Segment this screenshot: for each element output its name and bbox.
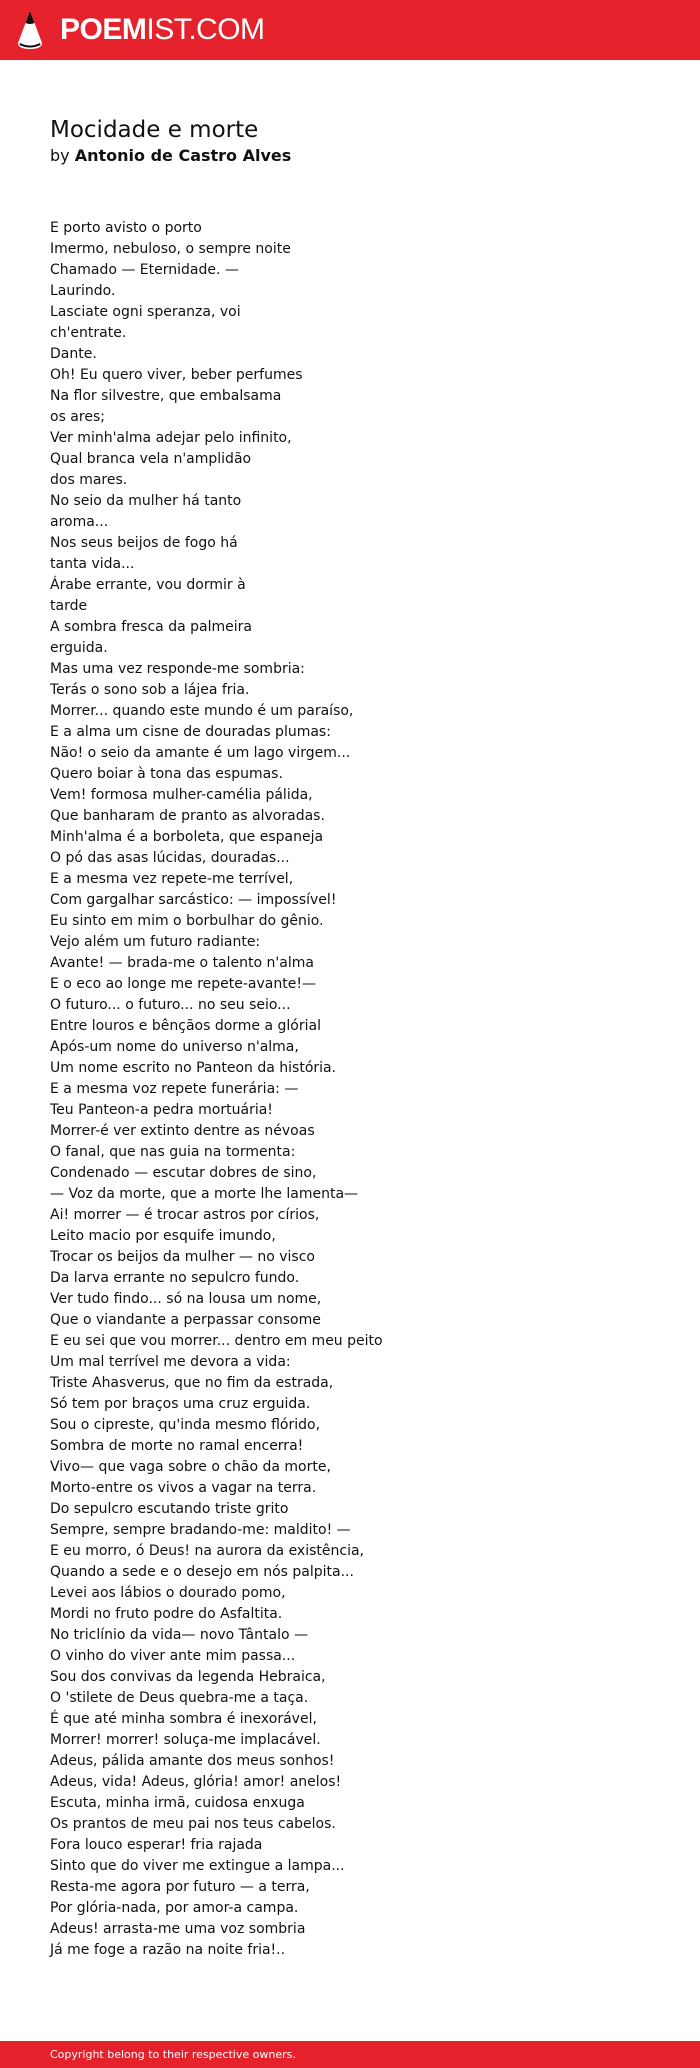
byline-label: by [50, 146, 70, 165]
poem-line: É que até minha sombra é inexorável, [50, 1711, 317, 1727]
poem-line: O 'stilete de Deus quebra-me a taça. [50, 1690, 309, 1706]
poem-line: O pó das asas lúcidas, douradas... [50, 850, 290, 866]
poem-line: Resta-me agora por futuro — a terra, [50, 1879, 310, 1895]
poem-line: Levei aos lábios o dourado pomo, [50, 1585, 286, 1601]
poem-line: Quando a sede e o desejo em nós palpita... [50, 1564, 354, 1580]
poem-line: Os prantos de meu pai nos teus cabelos. [50, 1816, 336, 1832]
poem-line: Fora louco esperar! fria rajada [50, 1837, 263, 1853]
poem-line: Teu Panteon-a pedra mortuária! [50, 1102, 273, 1118]
poem-line: E o eco ao longe me repete-avante!— [50, 976, 316, 992]
poem-line: Que banharam de pranto as alvoradas. [50, 808, 325, 824]
poem-line: Avante! — brada-me o talento n'alma [50, 955, 314, 971]
poem-line: Não! o seio da amante é um lago virgem... [50, 745, 351, 761]
poem-line: Vivo— que vaga sobre o chão da morte, [50, 1459, 331, 1475]
poem-heading [50, 115, 650, 167]
poem-line: Um mal terrível me devora a vida: [50, 1354, 291, 1370]
poem-line: Eu sinto em mim o borbulhar do gênio. [50, 913, 324, 929]
poem-line: Oh! Eu quero viver, beber perfumes [50, 367, 303, 383]
poem-line: O futuro... o futuro... no seu seio... [50, 997, 291, 1013]
poem-line: Sinto que do viver me extingue a lampa... [50, 1858, 345, 1874]
poem-line: No triclínio da vida— novo Tântalo — [50, 1627, 308, 1643]
poem-line: dos mares. [50, 472, 128, 488]
site-logo-text [60, 10, 265, 50]
logo-text-light: IST.COM [146, 13, 265, 46]
poem-line: A sombra fresca da palmeira [50, 619, 252, 635]
poem-line: E eu sei que vou morrer... dentro em meu peito [50, 1333, 383, 1349]
poem-line: Adeus! arrasta-me uma voz sombria [50, 1921, 306, 1937]
poem-line: Terás o sono sob a lájea fria. [50, 682, 250, 698]
poem-line: Escuta, minha irmã, cuidosa enxuga [50, 1795, 305, 1811]
poem-line: Nos seus beijos de fogo há [50, 535, 238, 551]
poem-line: E a mesma vez repete-me terrível, [50, 871, 294, 887]
poem-line: Por glória-nada, por amor-a campa. [50, 1900, 299, 1916]
poem-line: Chamado — Eternidade. — [50, 262, 239, 278]
poem-line: Árabe errante, vou dormir à [50, 577, 246, 593]
logo-text-bold: POEM [60, 13, 147, 46]
poem-line: Adeus, vida! Adeus, glória! amor! anelos! [50, 1774, 342, 1790]
poem-byline [50, 145, 650, 167]
poem-line: Imermo, nebuloso, o sempre noite [50, 241, 291, 257]
poem-line: O fanal, que nas guia na tormenta: [50, 1144, 296, 1160]
site-footer [0, 2041, 700, 2068]
poem-line: Após-um nome do universo n'alma, [50, 1039, 299, 1055]
poem-line: Dante. [50, 346, 97, 362]
poem-line: Ver minh'alma adejar pelo infinito, [50, 430, 292, 446]
poem-line: Que o viandante a perpassar consome [50, 1312, 321, 1328]
poem-line: Mas uma vez responde-me sombria: [50, 661, 305, 677]
poem-line: Trocar os beijos da mulher — no visco [50, 1249, 315, 1265]
poem-line: Do sepulcro escutando triste grito [50, 1501, 289, 1517]
poem-line: E eu morro, ó Deus! na aurora da existência, [50, 1543, 364, 1559]
poem-line: Minh'alma é a borboleta, que espaneja [50, 829, 324, 845]
poem-line: ch'entrate. [50, 325, 127, 341]
poem-line: Com gargalhar sarcástico: — impossível! [50, 892, 337, 908]
poem-line: Vejo além um futuro radiante: [50, 934, 261, 950]
poem-line: Morrer... quando este mundo é um paraíso, [50, 703, 354, 719]
poem-line: E porto avisto o porto [50, 220, 202, 236]
poem-line: Sou o cipreste, qu'inda mesmo flórido, [50, 1417, 321, 1433]
site-header [0, 0, 700, 60]
poem-line: Leito macio por esquife imundo, [50, 1228, 276, 1244]
poem-line: aroma... [50, 514, 109, 530]
poem-line: erguida. [50, 640, 108, 656]
poem-line: Só tem por braços uma cruz erguida. [50, 1396, 311, 1412]
poem-line: tarde [50, 598, 88, 614]
poem-line: — Voz da morte, que a morte lhe lamenta— [50, 1186, 359, 1202]
poem-line: Entre louros e bênçãos dorme a glórial [50, 1018, 321, 1034]
poem-line: Quero boiar à tona das espumas. [50, 766, 283, 782]
poem-line: tanta vida... [50, 556, 135, 572]
poem-line: Vem! formosa mulher-camélia pálida, [50, 787, 313, 803]
poem-line: Da larva errante no sepulcro fundo. [50, 1270, 300, 1286]
poem-line: Sou dos convivas da legenda Hebraica, [50, 1669, 326, 1685]
poem-line: os ares; [50, 409, 105, 425]
poem-line: O vinho do viver ante mim passa... [50, 1648, 296, 1664]
poem-line: Na flor silvestre, que embalsama [50, 388, 282, 404]
poem-title: Mocidade e morte [50, 117, 259, 143]
poem-line: Um nome escrito no Panteon da história. [50, 1060, 337, 1076]
poem-line: Condenado — escutar dobres de sino, [50, 1165, 317, 1181]
poem-line: No seio da mulher há tanto [50, 493, 242, 509]
poem-line: Triste Ahasverus, que no fim da estrada, [50, 1375, 334, 1391]
footer-copyright: Copyright belong to their respective owners. [50, 2048, 296, 2061]
poem-author[interactable]: Antonio de Castro Alves [74, 146, 292, 165]
poem-line: Laurindo. [50, 283, 116, 299]
poem-line: Adeus, pálida amante dos meus sonhos! [50, 1753, 335, 1769]
poem-line: Ver tudo findo... só na lousa um nome, [50, 1291, 322, 1307]
poem-line: Morrer-é ver extinto dentre as névoas [50, 1123, 315, 1139]
poem-line: E a alma um cisne de douradas plumas: [50, 724, 331, 740]
poem-line: Morto-entre os vivos a vagar na terra. [50, 1480, 317, 1496]
site-logo[interactable] [16, 10, 265, 50]
poem-line: Já me foge a razão na noite fria!.. [50, 1942, 286, 1958]
poem-line: Sempre, sempre bradando-me: maldito! — [50, 1522, 351, 1538]
poem-line: Morrer! morrer! soluça-me implacável. [50, 1732, 321, 1748]
poem-line: Mordi no fruto podre do Asfaltita. [50, 1606, 283, 1622]
poem-line: Sombra de morte no ramal encerra! [50, 1438, 304, 1454]
poem-line: Lasciate ogni speranza, voi [50, 304, 241, 320]
poem-line: E a mesma voz repete funerária: — [50, 1081, 299, 1097]
poem-line: Qual branca vela n'amplidão [50, 451, 252, 467]
poem-line: Ai! morrer — é trocar astros por círios, [50, 1207, 320, 1223]
poem-body [50, 218, 650, 1961]
pencil-tip-icon [16, 10, 44, 50]
